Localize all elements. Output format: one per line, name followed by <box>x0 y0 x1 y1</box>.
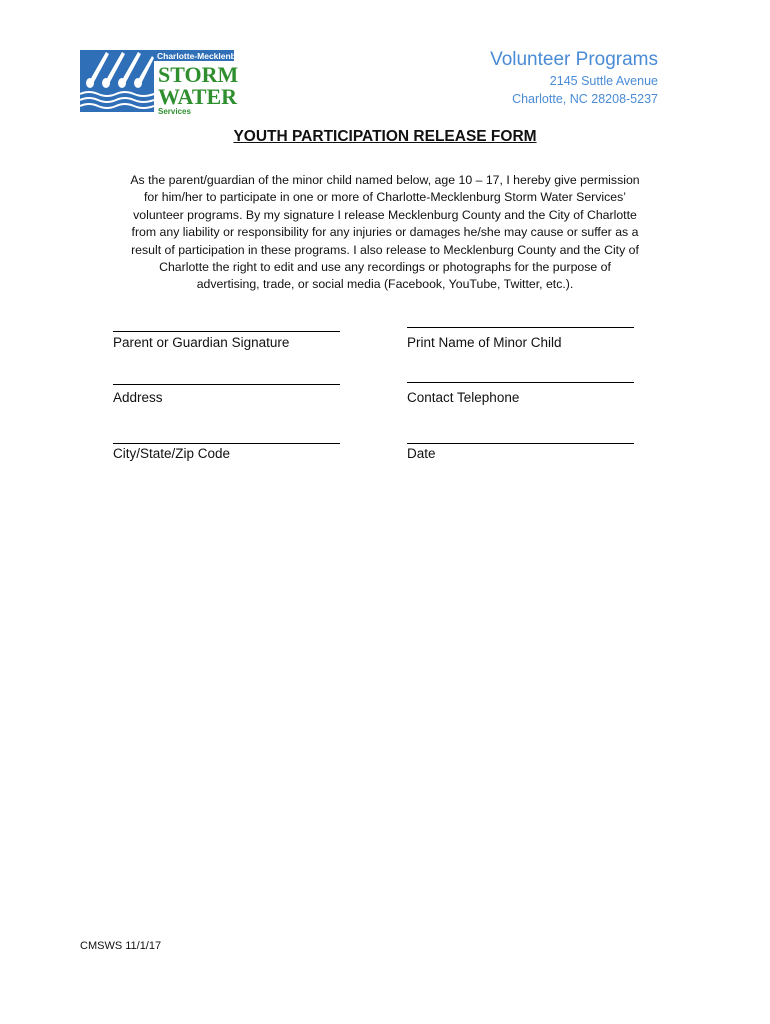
release-statement <box>112 172 658 294</box>
storm-water-logo <box>80 46 250 118</box>
date-line[interactable] <box>407 443 634 444</box>
statement-line: from any liability or responsibility for any injuries or damages he/she may cause or suffer as a <box>131 225 639 240</box>
telephone-label: Contact Telephone <box>407 390 520 405</box>
address-label: Address <box>113 390 163 405</box>
statement-line: for him/her to participate in one or more of Charlotte-Mecklenburg Storm Water Services’ <box>143 190 627 205</box>
organization-header <box>490 48 658 108</box>
parent-signature-line[interactable] <box>113 331 340 332</box>
statement-line: advertising, trade, or social media (Facebook, YouTube, Twitter, etc.). <box>196 277 574 292</box>
logo-org-line: Charlotte-Mecklenburg <box>157 51 250 61</box>
statement-line: volunteer programs. By my signature I release Mecklenburg County and the City of Charlotte <box>133 207 637 222</box>
statement-line: result of participation in these programs. I also release to Mecklenburg County and the City of <box>131 242 639 257</box>
form-title: YOUTH PARTICIPATION RELEASE FORM <box>233 128 537 145</box>
address-line-2: Charlotte, NC 28208-5237 <box>512 92 658 106</box>
address-line[interactable] <box>113 384 340 385</box>
logo-services: Services <box>158 107 191 116</box>
logo-word-storm: STORM <box>158 62 239 87</box>
form-code: CMSWS 11/1/17 <box>80 940 162 952</box>
minor-name-line[interactable] <box>407 327 634 328</box>
city-state-zip-label: City/State/Zip Code <box>113 446 231 461</box>
program-title: Volunteer Programs <box>490 49 658 70</box>
address-line-1: 2145 Suttle Avenue <box>549 74 658 88</box>
date-label: Date <box>407 446 436 461</box>
city-state-zip-line[interactable] <box>113 443 340 444</box>
parent-signature-label: Parent or Guardian Signature <box>113 335 290 350</box>
telephone-line[interactable] <box>407 382 634 383</box>
statement-line: Charlotte the right to edit and use any recordings or photographs for the purpose of <box>159 260 611 275</box>
minor-name-label: Print Name of Minor Child <box>407 335 562 350</box>
logo-word-water: WATER <box>158 84 238 109</box>
rain-waves-icon <box>80 50 154 112</box>
statement-line: As the parent/guardian of the minor child named below, age 10 – 17, I hereby give permission <box>130 173 640 187</box>
